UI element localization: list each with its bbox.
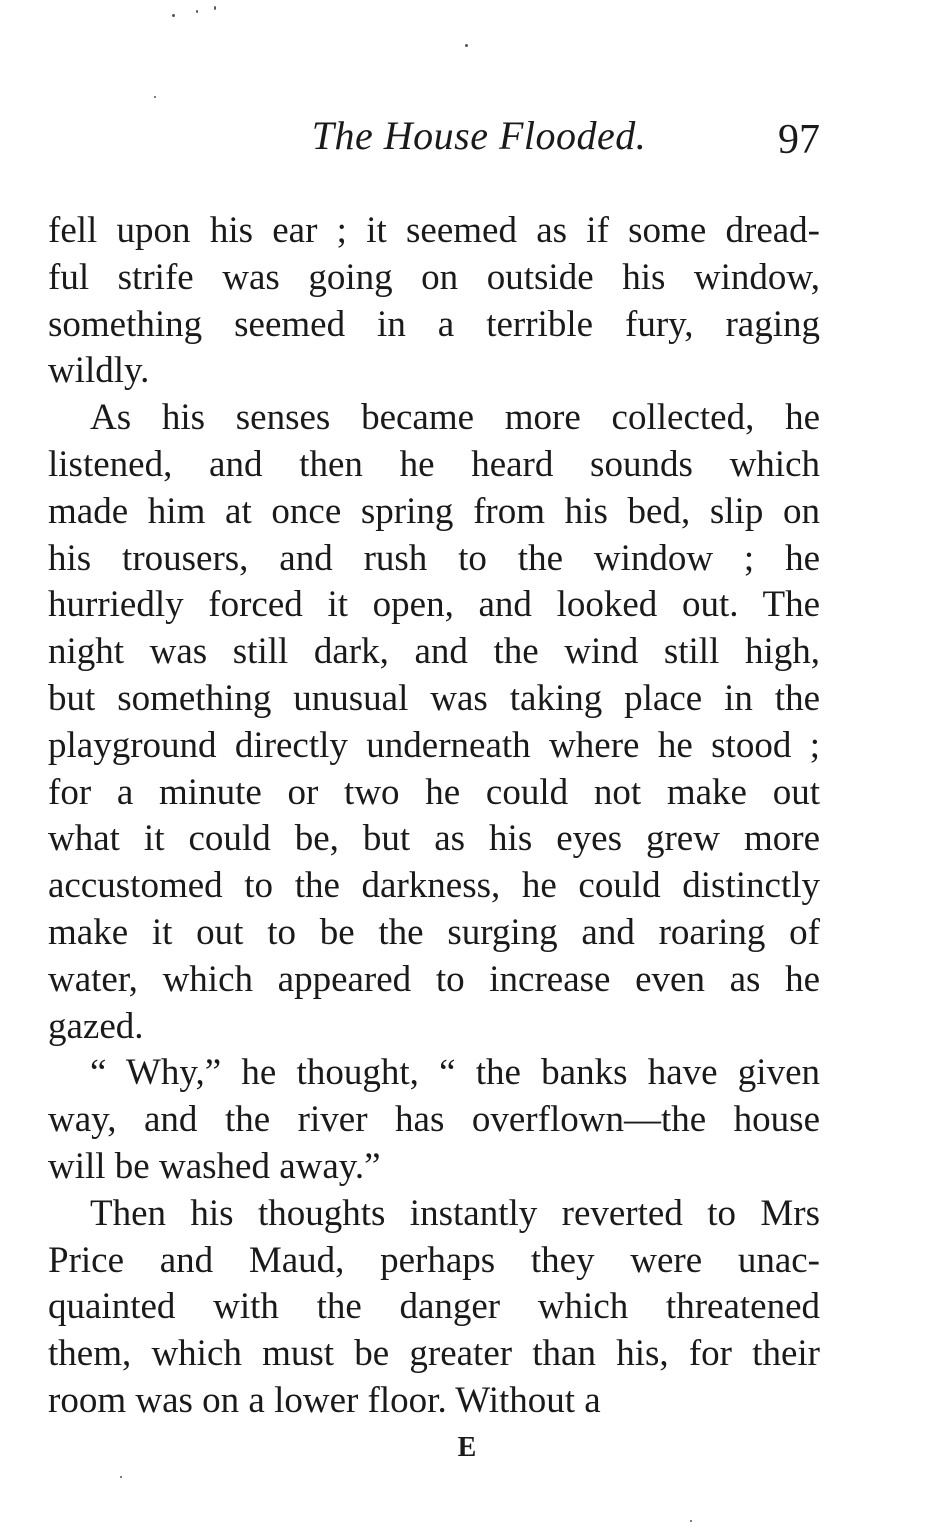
text-line: night was still dark, and the wind still high, <box>48 631 820 673</box>
text-line: fell upon his ear ; it seemed as if some dread- <box>48 210 820 251</box>
text-line: listened, and then he heard sounds which <box>48 443 820 485</box>
text-line: “ Why,” he thought, “ the banks have given <box>90 1052 820 1094</box>
scan-speck <box>120 1476 122 1478</box>
paragraph <box>48 1050 820 1190</box>
text-line: room was on a lower floor. Without a <box>48 1379 601 1421</box>
running-title: The House Flooded. <box>311 113 647 158</box>
signature-mark: E <box>457 1432 477 1463</box>
text-line: Price and Maud, perhaps they were unac- <box>48 1239 820 1281</box>
text-line: hurriedly forced it open, and looked out. The <box>48 584 820 626</box>
text-line: them, which must be greater than his, for their <box>48 1333 820 1375</box>
text-line: his trousers, and rush to the window ; he <box>48 537 820 579</box>
text-line: made him at once spring from his bed, slip on <box>48 490 820 532</box>
text-line: wildly. <box>48 350 150 392</box>
paragraph <box>48 208 820 395</box>
scan-speck <box>214 6 216 10</box>
scan-speck <box>196 10 198 13</box>
running-head <box>48 108 820 168</box>
text-line: what it could be, but as his eyes grew more <box>48 818 820 860</box>
text-line: ful strife was going on outside his window, <box>48 256 820 298</box>
page-number: 97 <box>778 117 820 163</box>
body-text <box>48 208 820 1425</box>
paragraph <box>48 395 820 1050</box>
scan-speck <box>465 44 468 47</box>
text-line: but something unusual was taking place in the <box>48 677 820 719</box>
scan-speck <box>690 1520 692 1522</box>
text-line: make it out to be the surging and roaring of <box>48 911 820 953</box>
scan-speck <box>154 96 156 98</box>
text-line: gazed. <box>48 1005 144 1047</box>
text-line: way, and the river has overflown—the house <box>48 1099 820 1141</box>
paragraph <box>48 1191 820 1425</box>
scan-speck <box>172 14 175 17</box>
text-line: Then his thoughts instantly reverted to Mrs <box>90 1192 820 1234</box>
text-line: for a minute or two he could not make out <box>48 771 820 813</box>
text-line: accustomed to the darkness, he could distinctly <box>48 865 820 907</box>
text-line: As his senses became more collected, he <box>90 397 820 439</box>
text-line: water, which appeared to increase even as he <box>48 958 820 1000</box>
text-line: playground directly underneath where he stood ; <box>48 724 820 766</box>
text-line: will be washed away.” <box>48 1145 381 1187</box>
text-line: quainted with the danger which threatened <box>48 1286 820 1328</box>
text-line: something seemed in a terrible fury, raging <box>48 303 820 345</box>
